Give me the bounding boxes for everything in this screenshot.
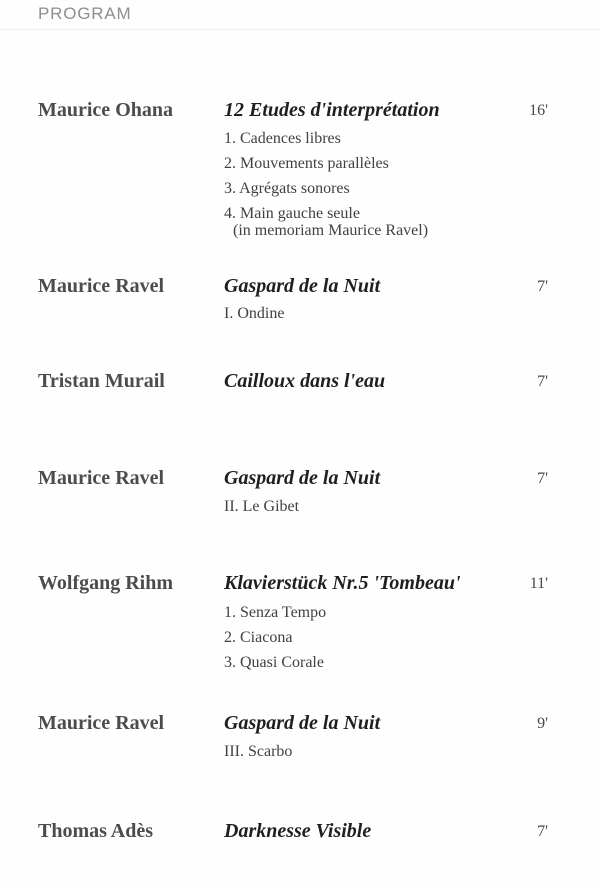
composer-name: Maurice Ravel: [38, 712, 165, 734]
composer-name: Maurice Ravel: [38, 467, 165, 489]
movement-item: I. Ondine: [224, 305, 285, 322]
work-title: Cailloux dans l'eau: [224, 370, 386, 392]
work-duration: 7': [537, 470, 548, 487]
work-duration: 9': [537, 715, 548, 732]
page-title: PROGRAM: [38, 4, 132, 23]
composer-name: Maurice Ravel: [38, 275, 165, 297]
composer-name: Tristan Murail: [38, 370, 165, 392]
composer-name: Maurice Ohana: [38, 99, 173, 121]
movement-item: III. Scarbo: [224, 743, 293, 760]
work-duration: 7': [537, 278, 548, 295]
work-duration: 7': [537, 373, 548, 390]
movement-item: 3. Agrégats sonores: [224, 180, 350, 197]
header-divider: [0, 29, 600, 30]
work-title: Gaspard de la Nuit: [224, 467, 381, 489]
work-title: Darknesse Visible: [224, 820, 372, 842]
movement-item: 2. Mouvements parallèles: [224, 155, 389, 172]
movement-note: (in memoriam Maurice Ravel): [233, 222, 429, 239]
work-title: Klavierstück Nr.5 'Tombeau': [224, 572, 461, 594]
composer-name: Wolfgang Rihm: [38, 572, 174, 594]
movement-item: 4. Main gauche seule: [224, 205, 360, 222]
movement-item: 3. Quasi Corale: [224, 654, 324, 671]
work-duration: 16': [529, 102, 548, 119]
movement-item: II. Le Gibet: [224, 498, 300, 515]
work-duration: 7': [537, 823, 548, 840]
work-title: Gaspard de la Nuit: [224, 712, 381, 734]
work-duration: 11': [529, 575, 548, 592]
work-title: Gaspard de la Nuit: [224, 275, 381, 297]
movement-item: 2. Ciacona: [224, 629, 293, 646]
composer-name: Thomas Adès: [38, 820, 154, 842]
movement-item: 1. Senza Tempo: [224, 604, 327, 621]
work-title: 12 Etudes d'interprétation: [224, 99, 440, 121]
movement-item: 1. Cadences libres: [224, 130, 341, 147]
